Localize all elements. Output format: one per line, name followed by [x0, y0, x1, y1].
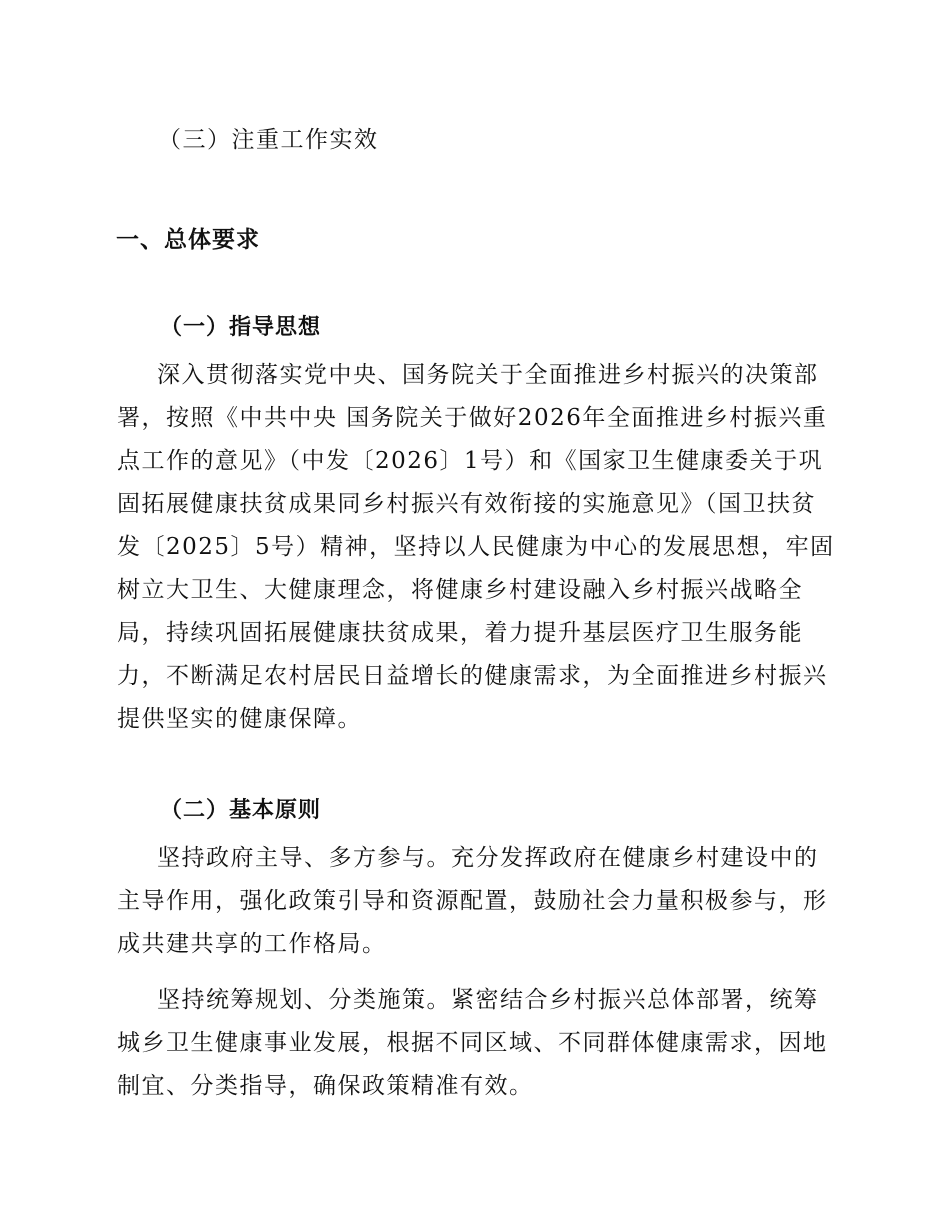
section-title: 一、总体要求 — [116, 227, 260, 253]
subheading-3: （三）注重工作实效 — [158, 127, 379, 153]
paragraph-line: 提供坚实的健康保障。 — [117, 706, 362, 732]
principles-heading: （二）基本原则 — [160, 797, 322, 823]
paragraph-line: 树立大卫生、大健康理念，将健康乡村建设融入乡村振兴战略全 — [117, 577, 803, 603]
paragraph-line: 成共建共享的工作格局。 — [117, 931, 387, 957]
guiding-heading: （一）指导思想 — [160, 314, 322, 340]
paragraph-line: 城乡卫生健康事业发展，根据不同区域、不同群体健康需求，因地 — [117, 1030, 828, 1056]
paragraph-line: 点工作的意见》（中发〔2026〕1号）和《国家卫生健康委关于巩 — [117, 448, 824, 474]
paragraph-line: 发〔2025〕5号）精神，坚持以人民健康为中心的发展思想，牢固 — [117, 534, 835, 560]
paragraph-line: 坚持统筹规划、分类施策。紧密结合乡村振兴总体部署，统筹 — [157, 987, 819, 1013]
paragraph-line: 局，持续巩固拓展健康扶贫成果，着力提升基层医疗卫生服务能 — [117, 620, 803, 646]
paragraph-line: 深入贯彻落实党中央、国务院关于全面推进乡村振兴的决策部 — [157, 362, 819, 388]
paragraph-line: 制宜、分类指导，确保政策精准有效。 — [117, 1073, 534, 1099]
paragraph-line: 署，按照《中共中央 国务院关于做好2026年全面推进乡村振兴重 — [117, 405, 828, 431]
paragraph-line: 坚持政府主导、多方参与。充分发挥政府在健康乡村建设中的 — [157, 845, 819, 871]
paragraph-line: 固拓展健康扶贫成果同乡村振兴有效衔接的实施意见》（国卫扶贫 — [117, 491, 816, 517]
paragraph-line: 力，不断满足农村居民日益增长的健康需求，为全面推进乡村振兴 — [117, 663, 828, 689]
paragraph-line: 主导作用，强化政策引导和资源配置，鼓励社会力量积极参与，形 — [117, 888, 828, 914]
